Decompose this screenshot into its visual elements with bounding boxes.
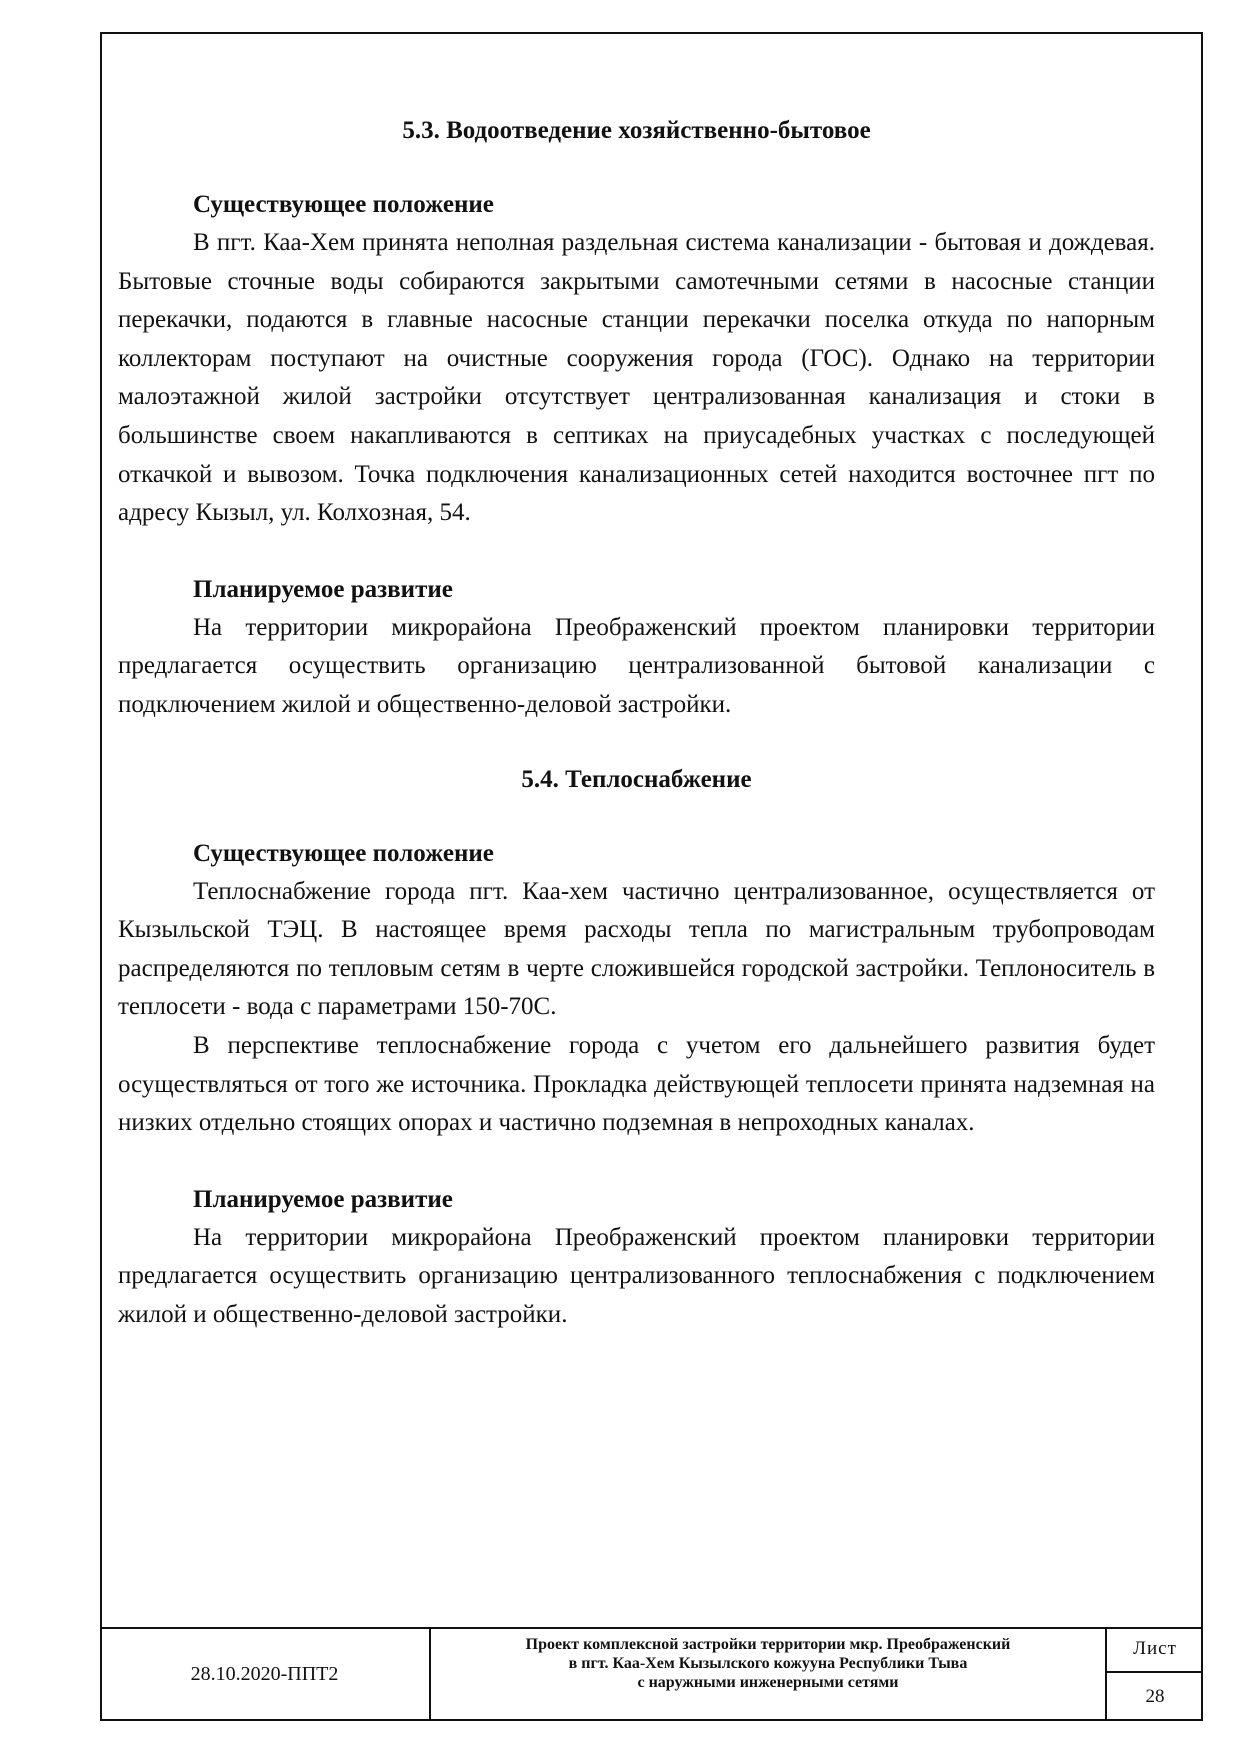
title-block-stamp <box>100 1627 1203 1721</box>
planned-paragraph: На территории микрорайона Преображенский проектом планировки территории предлагается осуществить организацию централизованной бытовой канализации с подключением жилой и общественно-деловой застройки. <box>118 613 1155 718</box>
document-body <box>118 112 1155 1334</box>
project-title <box>431 1635 1105 1692</box>
project-title-line: с наружными инженерными сетями <box>637 1674 899 1691</box>
document-code: 28.10.2020-ППТ2 <box>190 1662 339 1685</box>
existing-paragraph: Теплоснабжение города пгт. Каа-хем частично централизованное, осуществляется от Кызыльской ТЭЦ. В настоящее время расходы тепла по магистральным трубопроводам распределяются по тепловым сетям в черте сложившейся городской застройки. Теплоноситель в теплосети - вода с параметрами 150-70С. <box>118 877 1155 1021</box>
project-title-line: Проект комплексной застройки территории мкр. Преображенский <box>525 1636 1011 1653</box>
existing-heading: Существующее положение <box>193 191 494 218</box>
planned-heading: Планируемое развитие <box>193 1185 453 1213</box>
planned-paragraph: На территории микрорайона Преображенский проектом планировки территории предлагается осуществить организацию централизованного теплоснабжения с подключением жилой и общественно-деловой застройки. <box>118 1223 1155 1328</box>
existing-heading: Существующее положение <box>193 839 494 867</box>
planned-heading: Планируемое развитие <box>193 575 453 603</box>
existing-paragraph: В перспективе теплоснабжение города с учетом его дальнейшего развития будет осуществляться от того же источника. Прокладка действующей теплосети принята надземная на низких отдельно стоящих опорах и частично подземная в непроходных каналах. <box>118 1031 1155 1137</box>
section-5-4-title: 5.4. Теплоснабжение <box>521 765 752 793</box>
sheet-label: Лист <box>1133 1638 1177 1659</box>
section-5-3-title: 5.3. Водоотведение хозяйственно-бытовое <box>402 117 871 144</box>
existing-paragraph: В пгт. Каа-Хем принята неполная раздельная система канализации - бытовая и дождевая. Бытовые сточные воды собираются закрытыми самотечными сетями в насосные станции перекачки, подаются в главные насосные станции перекачки поселка откуда по напорным коллекторам поступают на очистные сооружения города (ГОС). Однако на территории малоэтажной жилой застройки отсутствует централизованная канализация и стоки в большинстве своем накапливаются в септиках на приусадебных участках с последующей откачкой и вывозом. Точка подключения канализационных сетей находится восточнее пгт по адресу Кызыл, ул. Колхозная, 54. <box>118 229 1155 527</box>
sheet-number: 28 <box>1145 1686 1165 1707</box>
project-title-line: в пгт. Каа-Хем Кызылского кожууна Республики Тыва <box>568 1655 968 1672</box>
